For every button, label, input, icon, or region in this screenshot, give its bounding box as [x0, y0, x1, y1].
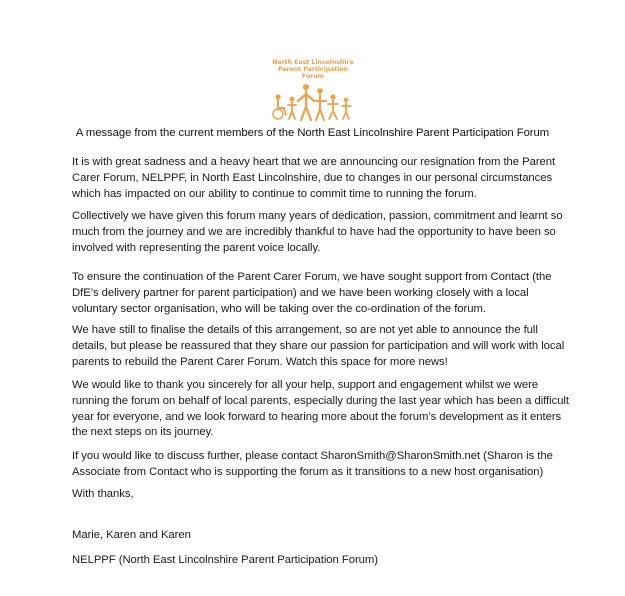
logo-line-2: Parent Participation	[277, 66, 349, 73]
signatories: Marie, Karen and Karen	[72, 529, 191, 541]
organisation-name: NELPPF (North East Lincolnshire Parent Participation Forum)	[72, 554, 378, 566]
forum-logo	[266, 59, 360, 123]
logo-line-1: North East Lincolnshire	[272, 59, 354, 66]
paragraph-gratitude: We would like to thank you sincerely for all your help, support and engagement whilst we were running the forum on behalf of local parents, especially during the last year which has been a difficult year for everyone, and we look forward to hearing more about the forum’s development as it enters the next steps on its journey.	[72, 379, 569, 439]
family-figures-icon	[268, 83, 358, 121]
paragraph-resignation: It is with great sadness and a heavy heart that we are announcing our resignation from the Parent Carer Forum, NELPPF, in North East Lincolnshire, due to changes in our personal circumstances which has impacted on our ability to continue to commit time to running the forum.	[72, 156, 556, 200]
logo-text	[266, 59, 360, 80]
paragraph-continuation: To ensure the continuation of the Parent Carer Forum, we have sought support from Contact (the DfE’s delivery partner for parent participation) and we have been working closely with a local voluntary sector organisation, who will be taking over the co-ordination of the forum.	[72, 271, 552, 315]
letter-heading: A message from the current members of the North East Lincolnshire Parent Participation Forum	[75, 127, 550, 139]
paragraph-arrangement: We have still to finalise the details of this arrangement, so are not yet able to announce the full details, but please be reassured that they share our passion for participation and will work with local parents to rebuild the Parent Carer Forum. Watch this space for more news!	[72, 324, 565, 368]
paragraph-thanks-dedication: Collectively we have given this forum many years of dedication, passion, commitment and learnt so much from the journey and we are incredibly thankful to have had the opportunity to have been so involved with representing the parent voice locally.	[72, 210, 563, 254]
logo-line-3: Forum	[301, 73, 325, 80]
paragraph-contact: If you would like to discuss further, please contact SharonSmith@SharonSmith.net (Sharon is the Associate from Contact who is supporting the forum as it transitions to a new host organisation)	[72, 450, 553, 478]
closing-line: With thanks,	[72, 488, 134, 500]
